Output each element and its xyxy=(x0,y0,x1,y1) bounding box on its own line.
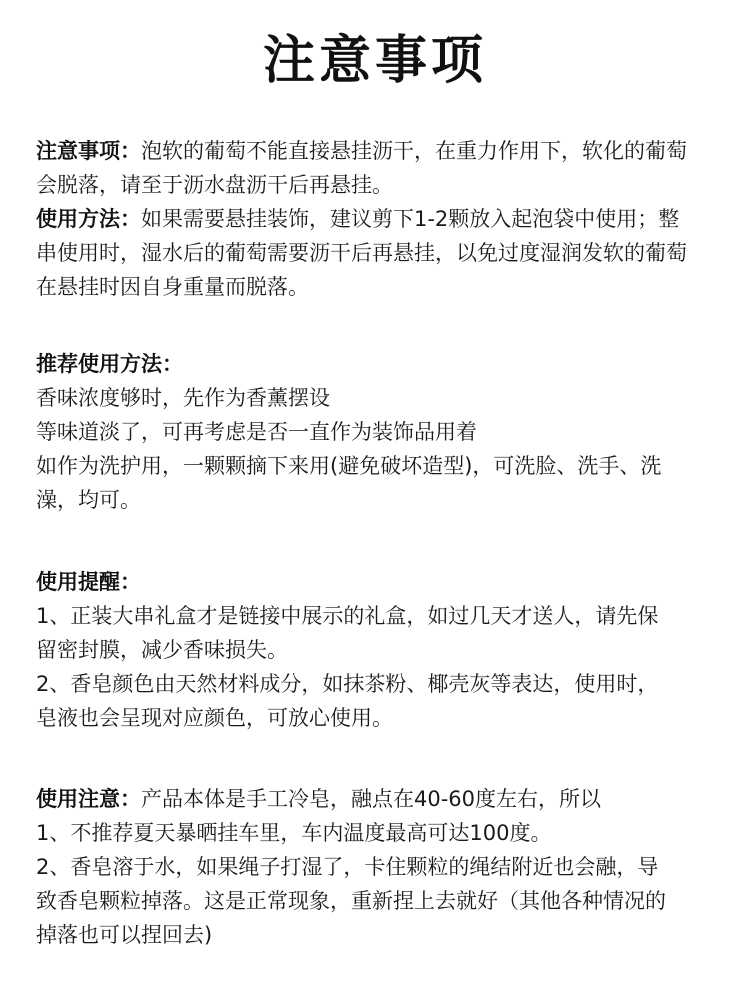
usage-label: 使用方法： xyxy=(36,207,141,231)
reminder-line3: 2、香皂颜色由天然材料成分，如抹茶粉、椰壳灰等表达，使用时， xyxy=(36,672,659,696)
section-usage-reminder xyxy=(36,565,726,735)
caution-line5: 掉落也可以捏回去) xyxy=(36,923,213,947)
section-usage-caution xyxy=(36,782,726,952)
recommended-line4: 澡，均可。 xyxy=(36,488,141,512)
page-title: 注意事项 xyxy=(262,31,487,91)
notice-label: 注意事项： xyxy=(36,139,141,163)
caution-line3: 2、香皂溶于水，如果绳子打湿了，卡住颗粒的绳结附近也会融，导 xyxy=(36,855,659,879)
caution-paragraph xyxy=(36,782,726,816)
usage-text-line2: 串使用时，湿水后的葡萄需要沥干后再悬挂，以免过度湿润发软的葡萄 xyxy=(36,241,687,265)
recommended-heading: 推荐使用方法： xyxy=(36,352,183,376)
section-recommended-usage xyxy=(36,347,726,517)
reminder-line1: 1、正装大串礼盒才是链接中展示的礼盒，如过几天才送人，请先保 xyxy=(36,604,659,628)
usage-paragraph xyxy=(36,202,726,236)
caution-line4: 致香皂颗粒掉落。这是正常现象，重新捏上去就好（其他各种情况的 xyxy=(36,889,666,913)
caution-text-line1: 产品本体是手工冷皂，融点在40-60度左右，所以 xyxy=(141,787,602,811)
section-notice-usage xyxy=(36,134,726,304)
notice-text-line2: 会脱落，请至于沥水盘沥干后再悬挂。 xyxy=(36,173,393,197)
caution-line2: 1、不推荐夏天暴晒挂车里，车内温度最高可达100度。 xyxy=(36,821,552,845)
caution-label: 使用注意： xyxy=(36,787,141,811)
usage-text-line1: 如果需要悬挂装饰，建议剪下1-2颗放入起泡袋中使用；整 xyxy=(141,207,680,231)
reminder-line4: 皂液也会呈现对应颜色，可放心使用。 xyxy=(36,706,393,730)
usage-text-line3: 在悬挂时因自身重量而脱落。 xyxy=(36,275,309,299)
reminder-heading: 使用提醒： xyxy=(36,570,141,594)
recommended-line2: 等味道淡了，可再考虑是否一直作为装饰品用着 xyxy=(36,420,477,444)
recommended-line1: 香味浓度够时，先作为香薰摆设 xyxy=(36,386,330,410)
recommended-line3: 如作为洗护用，一颗颗摘下来用(避免破坏造型)，可洗脸、洗手、洗 xyxy=(36,454,662,478)
notice-paragraph xyxy=(36,134,726,168)
notice-text-line1: 泡软的葡萄不能直接悬挂沥干，在重力作用下，软化的葡萄 xyxy=(141,139,687,163)
reminder-line2: 留密封膜，减少香味损失。 xyxy=(36,638,288,662)
